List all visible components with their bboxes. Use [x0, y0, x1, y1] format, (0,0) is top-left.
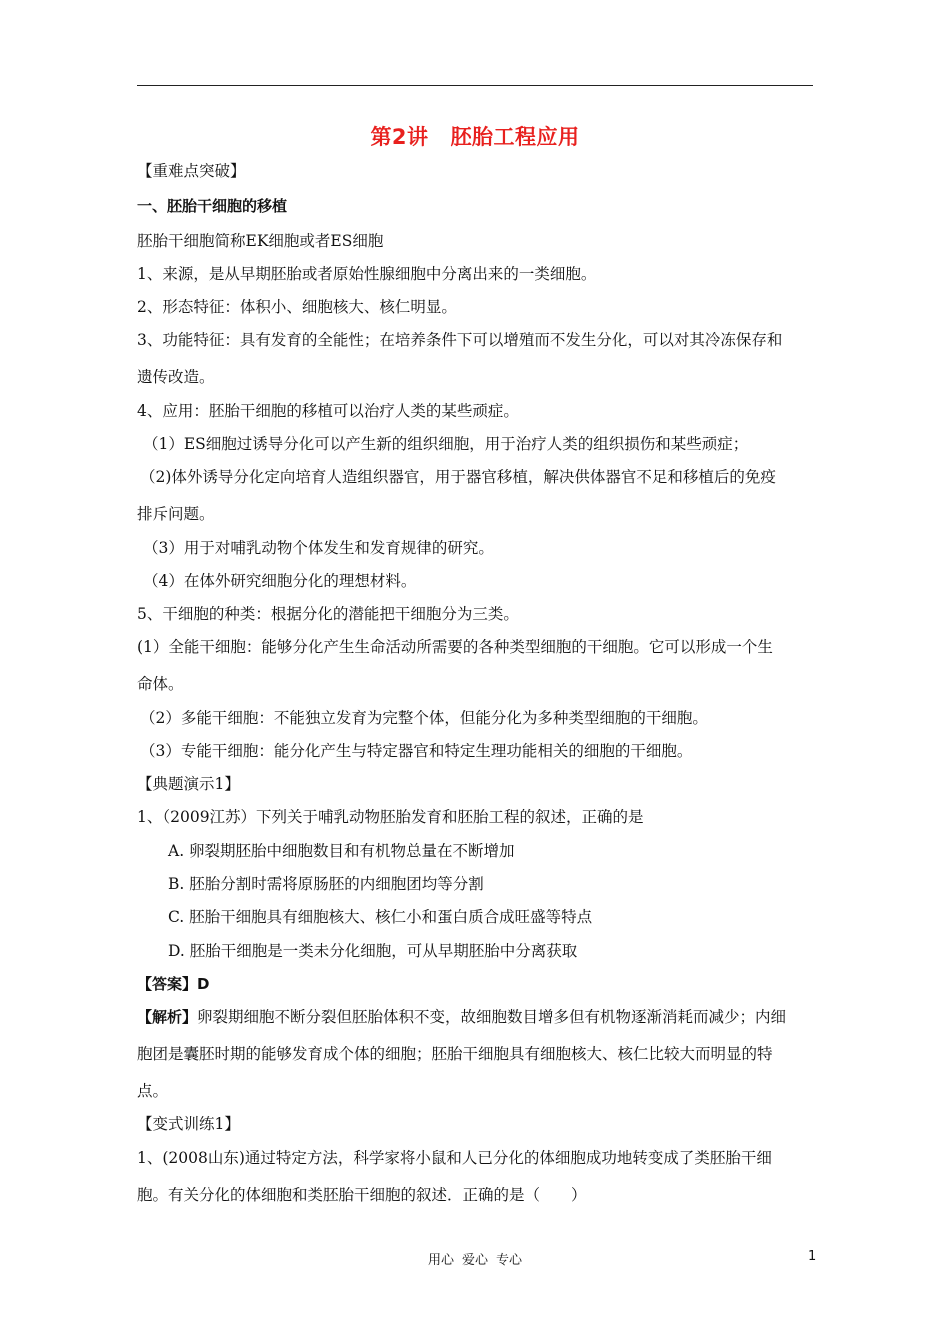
list-item: （3）用于对哺乳动物个体发生和发育规律的研究。 — [143, 539, 494, 557]
paragraph-line: 点。 — [137, 1082, 169, 1100]
section-heading: 【重难点突破】 — [137, 162, 246, 180]
list-item: （2）多能干细胞：不能独立发育为完整个体，但能分化为多种类型细胞的干细胞。 — [140, 709, 708, 727]
footer-text-2: 爱心 — [461, 1253, 488, 1268]
title-topic: 胚胎工程应用 — [450, 125, 580, 149]
paragraph-line: 1、来源，是从早期胚胎或者原始性腺细胞中分离出来的一类细胞。 — [137, 265, 597, 283]
option-b: B. 胚胎分割时需将原肠胚的内细胞团均等分割 — [168, 875, 484, 893]
paragraph-line: 5、干细胞的种类：根据分化的潜能把干细胞分为三类。 — [137, 605, 519, 623]
paragraph-line: 胚胎干细胞简称EK细胞或者ES细胞 — [137, 232, 384, 250]
paragraph-line: 胞团是囊胚时期的能够发育成个体的细胞；胚胎干细胞具有细胞核大、核仁比较大而明显的特 — [137, 1045, 773, 1063]
option-a: A. 卵裂期胚胎中细胞数目和有机物总量在不断增加 — [168, 842, 515, 860]
option-d: D. 胚胎干细胞是一类未分化细胞，可从早期胚胎中分离获取 — [168, 942, 578, 960]
paragraph-line: 胞。有关分化的体细胞和类胚胎干细胞的叙述．正确的是（ ） — [137, 1186, 587, 1204]
footer-text-3: 专心 — [496, 1253, 523, 1268]
analysis-label: 【解析】 — [137, 1008, 198, 1026]
option-c: C. 胚胎干细胞具有细胞核大、核仁小和蛋白质合成旺盛等特点 — [168, 908, 593, 926]
paragraph-line: 遗传改造。 — [137, 368, 215, 386]
page-number: 1 — [808, 1249, 817, 1264]
list-item: （2)体外诱导分化定向培育人造组织器官，用于器官移植，解决供体器官不足和移植后的免疫 — [140, 468, 776, 486]
answer-line — [137, 973, 209, 995]
subsection-heading: 一、胚胎干细胞的移植 — [137, 197, 288, 215]
footer-text-1: 用心 — [427, 1253, 454, 1268]
list-item: （1）ES细胞过诱导分化可以产生新的组织细胞，用于治疗人类的组织损伤和某些顽症； — [143, 435, 749, 453]
paragraph-line: 4、应用：胚胎干细胞的移植可以治疗人类的某些顽症。 — [137, 402, 519, 420]
list-item: (1）全能干细胞：能够分化产生生命活动所需要的各种类型细胞的干细胞。它可以形成一个生 — [137, 638, 773, 656]
section-heading: 【变式训练1】 — [137, 1115, 240, 1133]
analysis-text: 卵裂期细胞不断分裂但胚胎体积不变，故细胞数目增多但有机物逐渐消耗而减少；内细 — [197, 1008, 787, 1026]
analysis-line — [137, 1006, 786, 1028]
answer-value: D — [197, 975, 210, 993]
page-title — [0, 121, 950, 151]
question-stem: 1、（2009江苏）下列关于哺乳动物胚胎发育和胚胎工程的叙述，正确的是 — [137, 808, 644, 826]
answer-label: 【答案】 — [137, 975, 198, 993]
list-item: （3）专能干细胞：能分化产生与特定器官和特定生理功能相关的细胞的干细胞。 — [140, 742, 693, 760]
list-item: （4）在体外研究细胞分化的理想材料。 — [143, 572, 417, 590]
paragraph-line: 2、形态特征：体积小、细胞核大、核仁明显。 — [137, 298, 457, 316]
paragraph-line: 3、功能特征：具有发育的全能性；在培养条件下可以增殖而不发生分化，可以对其冷冻保存和 — [137, 331, 783, 349]
header-rule — [137, 85, 813, 86]
paragraph-line: 命体。 — [137, 675, 184, 693]
title-lecture: 第2讲 — [370, 125, 429, 149]
paragraph-line: 排斥问题。 — [137, 505, 215, 523]
section-heading: 【典题演示1】 — [137, 775, 240, 793]
question-stem: 1、(2008山东)通过特定方法，科学家将小鼠和人已分化的体细胞成功地转变成了类胚胎干细 — [137, 1149, 772, 1167]
